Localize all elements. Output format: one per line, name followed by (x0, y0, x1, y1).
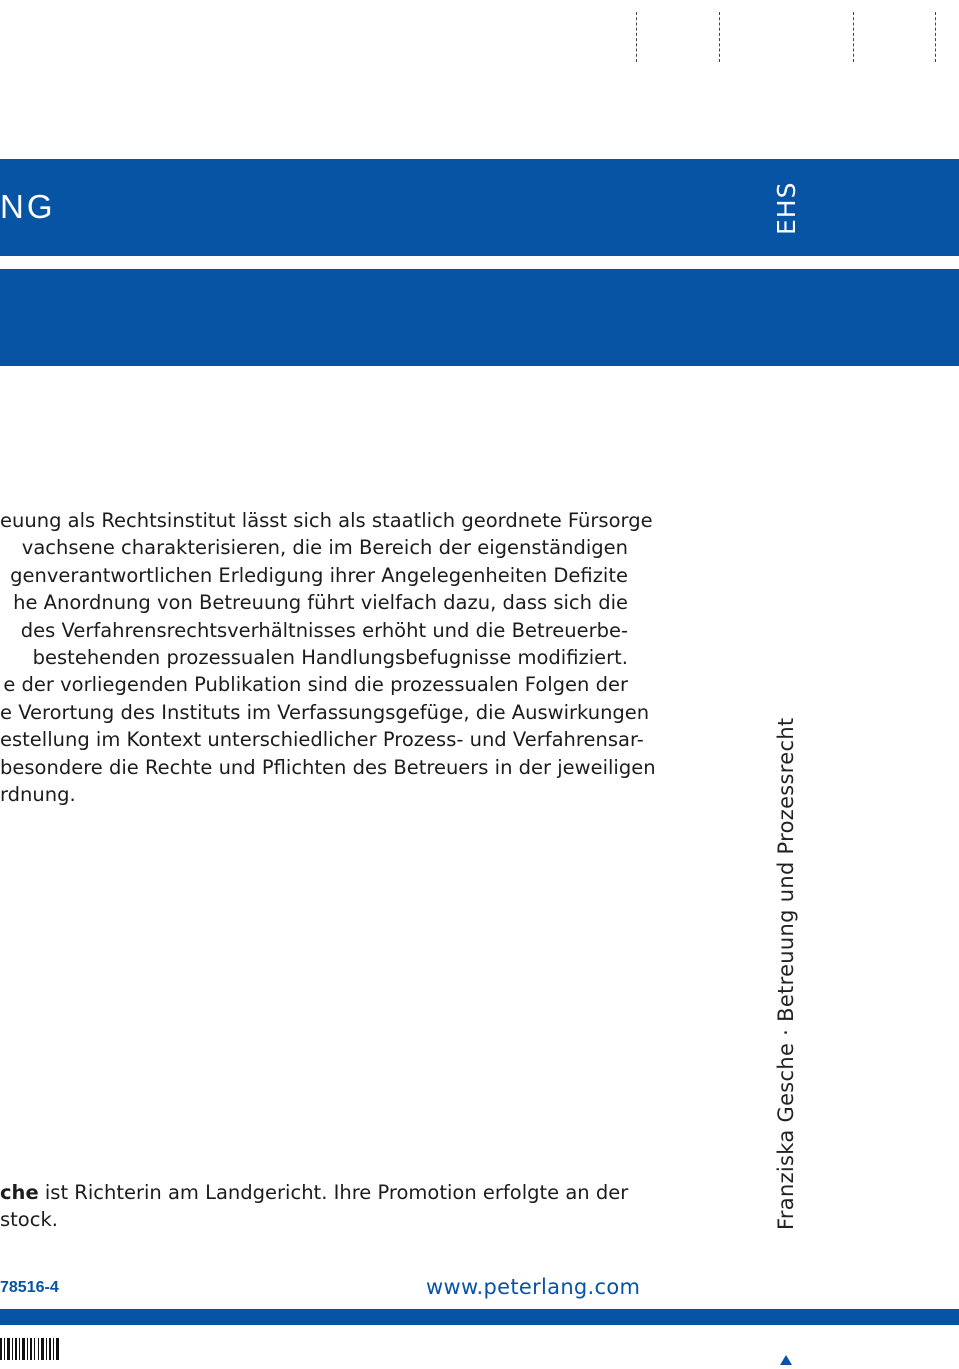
barcode (0, 1338, 62, 1360)
spine-title: Franziska Gesche · Betreuung und Prozessrecht (774, 717, 798, 1230)
blurb-line: vachsene charakterisieren, die im Bereich der eigenständigen (21, 536, 628, 560)
author-name: che (0, 1181, 39, 1204)
blurb-line: euung als Rechtsinstitut lässt sich als staatlich geordnete Fürsorge (0, 509, 653, 532)
publisher-website-link[interactable]: www.peterlang.com (426, 1275, 641, 1299)
crop-mark (636, 12, 637, 62)
bio-text: ist Richterin am Landgericht. Ihre Promotion erfolgte an der (38, 1181, 629, 1204)
blurb-line: estellung im Kontext unterschiedlicher Prozess- und Verfahrensar- (0, 728, 644, 752)
blurb-line: e der vorliegenden Publikation sind die prozessualen Folgen der (3, 673, 628, 697)
bio-line (0, 1179, 628, 1206)
isbn-number: 78516-4 (0, 1279, 59, 1296)
author-bio (0, 1179, 628, 1234)
book-blurb (0, 507, 656, 808)
bio-line: stock. (0, 1208, 58, 1232)
crop-mark (719, 12, 720, 62)
footer-band (0, 1309, 959, 1325)
blurb-line: des Verfahrensrechtsverhältnisses erhöht und die Betreuerbe- (20, 618, 628, 642)
crop-mark (853, 12, 854, 62)
blurb-line: rdnung. (0, 782, 76, 806)
blurb-line: bestehenden prozessualen Handlungsbefugnisse modifiziert. (32, 645, 628, 669)
spine-series-label: EHS (772, 181, 801, 235)
crop-mark (935, 12, 936, 62)
header-band (0, 159, 959, 256)
blurb-line: e Verortung des Instituts im Verfassungsgefüge, die Auswirkungen (0, 700, 650, 724)
blurb-line: besondere die Rechte und Pflichten des Betreuers in der jeweiligen (0, 755, 656, 779)
blurb-line: he Anordnung von Betreuung führt vielfach dazu, dass sich die (13, 591, 628, 615)
blurb-line: genverantwortlichen Erledigung ihrer Angelegenheiten Defizite (10, 563, 628, 587)
publisher-logo-icon (780, 1350, 792, 1360)
series-title: NG (0, 188, 56, 225)
subheader-band (0, 269, 959, 366)
